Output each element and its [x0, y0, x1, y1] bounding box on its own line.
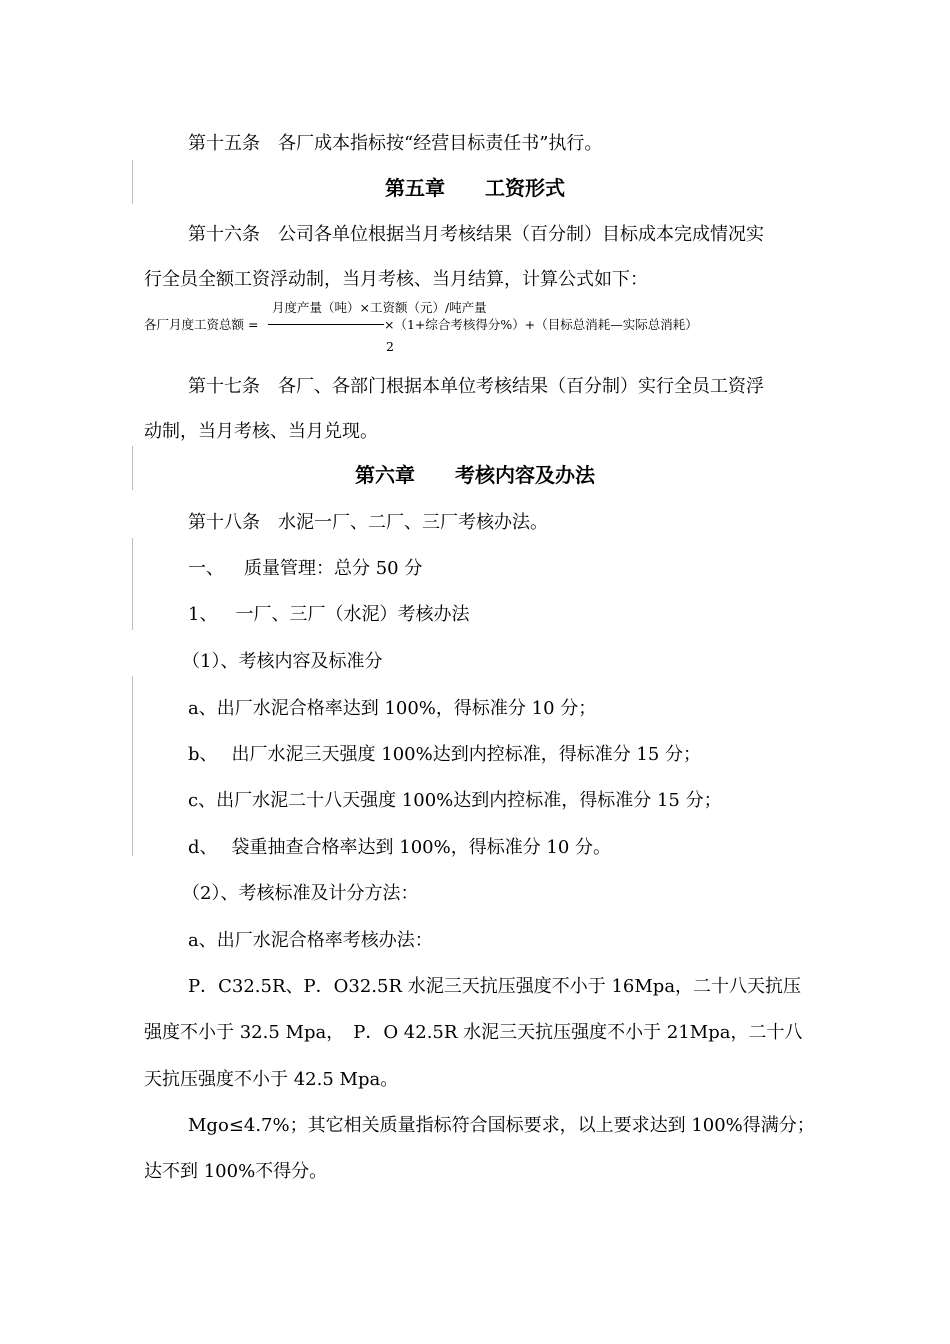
article-15: 第十五条 各厂成本指标按“经营目标责任书”执行。	[188, 133, 603, 154]
item-1-number: 1、	[188, 604, 218, 625]
criterion-d-text: 袋重抽查合格率达到 100%，得标准分 10 分。	[231, 837, 612, 858]
section-1-text: 质量管理：总分 50 分	[244, 558, 423, 579]
section-1	[188, 557, 422, 581]
formula-rhs: ×（1+综合考核得分%）+（目标总消耗—实际总消耗）	[384, 317, 698, 332]
strength-paragraph-line-1: P．C32.5R、P．O32.5R 水泥三天抗压强度不小于 16Mpa，二十八天抗压	[188, 976, 802, 997]
criterion-b	[188, 743, 701, 767]
subsection-2: （2）、考核标准及计分方法：	[182, 883, 419, 904]
chapter-5-number: 第五章	[385, 176, 445, 200]
revision-marker	[132, 676, 133, 856]
criterion-d	[188, 836, 611, 860]
item-1	[188, 603, 469, 627]
revision-marker	[132, 538, 133, 630]
criterion-c: c、出厂水泥二十八天强度 100%达到内控标准，得标准分 15 分；	[188, 790, 722, 811]
chapter-6-title: 考核内容及办法	[455, 463, 595, 487]
criterion-a: a、出厂水泥合格率达到 100%，得标准分 10 分；	[188, 698, 597, 719]
chapter-5-heading	[0, 175, 950, 201]
subsection-1: （1）、考核内容及标准分	[182, 651, 383, 672]
formula-fraction-bar	[268, 324, 384, 325]
strength-paragraph-line-3: 天抗压强度不小于 42.5 Mpa。	[144, 1069, 399, 1090]
article-17-line-1: 第十七条 各厂、各部门根据本单位考核结果（百分制）实行全员工资浮	[188, 376, 764, 397]
method-a: a、出厂水泥合格率考核办法：	[188, 930, 433, 951]
criterion-d-number: d、	[188, 837, 218, 858]
mgo-paragraph-line-2: 达不到 100%不得分。	[144, 1161, 328, 1182]
article-18: 第十八条 水泥一厂、二厂、三厂考核办法。	[188, 512, 548, 533]
article-17-line-2: 动制，当月考核、当月兑现。	[144, 421, 378, 442]
formula-denominator: 2	[386, 339, 394, 354]
formula-lhs: 各厂月度工资总额 =	[144, 317, 259, 332]
chapter-6-heading	[0, 462, 950, 488]
section-1-number: 一、	[188, 558, 224, 579]
criterion-b-number: b、	[188, 744, 218, 765]
article-16-line-2: 行全员全额工资浮动制，当月考核、当月结算，计算公式如下：	[144, 269, 648, 290]
strength-paragraph-line-2: 强度不小于 32.5 Mpa， P．O 42.5R 水泥三天抗压强度不小于 21Mpa，二十八	[144, 1022, 803, 1043]
mgo-paragraph-line-1: Mgo≤4.7%；其它相关质量指标符合国标要求，以上要求达到 100%得满分；	[188, 1115, 815, 1136]
formula-numerator: 月度产量（吨）×工资额（元）/吨产量	[272, 300, 487, 315]
article-16-line-1: 第十六条 公司各单位根据当月考核结果（百分制）目标成本完成情况实	[188, 224, 764, 245]
item-1-text: 一厂、三厂（水泥）考核办法	[235, 604, 470, 625]
criterion-b-text: 出厂水泥三天强度 100%达到内控标准，得标准分 15 分；	[231, 744, 702, 765]
chapter-5-title: 工资形式	[485, 176, 565, 200]
chapter-6-number: 第六章	[355, 463, 415, 487]
